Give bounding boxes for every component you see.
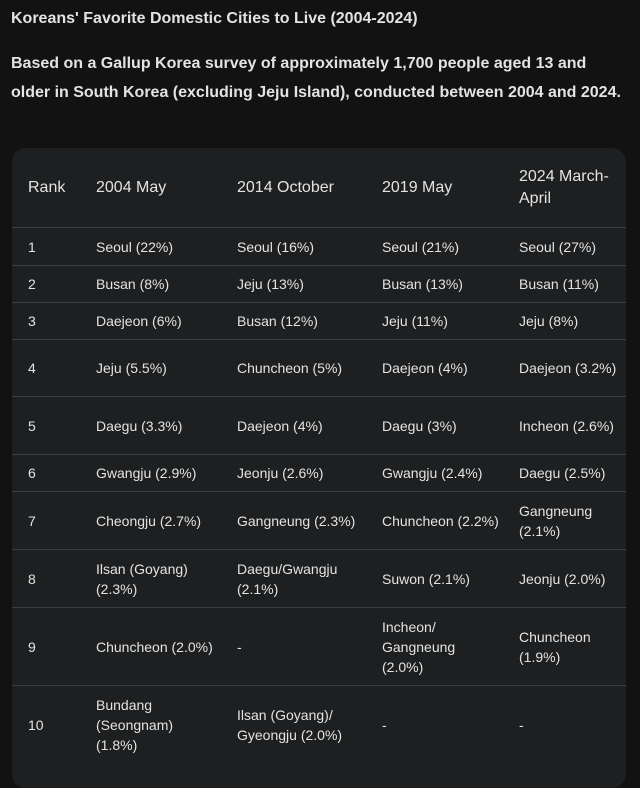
table-cell: Gwangju (2.4%) — [367, 455, 504, 492]
rank-cell: 7 — [12, 492, 81, 550]
table-cell: Chuncheon (2.2%) — [367, 492, 504, 550]
table-cell: Seoul (27%) — [504, 228, 626, 266]
table-cell: Chuncheon (2.0%) — [81, 608, 222, 686]
table-cell: Jeju (11%) — [367, 303, 504, 340]
table-cell: Daejeon (4%) — [222, 397, 367, 455]
table-cell: Seoul (22%) — [81, 228, 222, 266]
table-cell: Jeonju (2.0%) — [504, 550, 626, 608]
rank-cell: 2 — [12, 266, 81, 303]
table-cell: Gwangju (2.9%) — [81, 455, 222, 492]
header-2004-may: 2004 May — [81, 148, 222, 228]
rank-cell: 9 — [12, 608, 81, 686]
table-cell: - — [382, 716, 387, 733]
rank-cell: 3 — [12, 303, 81, 340]
table-header-row — [12, 148, 626, 228]
header-2014-october: 2014 October — [222, 148, 367, 228]
rankings-table-card — [12, 148, 626, 788]
table-row — [12, 608, 626, 686]
table-row — [12, 492, 626, 550]
table-row — [12, 686, 626, 764]
table-cell: Daegu (2.5%) — [504, 455, 626, 492]
page-subtitle: Based on a Gallup Korea survey of approximately 1,700 people aged 13 and older in South Korea (excluding Jeju Island), conducted between 2004 and 2024. — [11, 55, 621, 101]
table-cell: Daegu (3%) — [367, 397, 504, 455]
table-cell: Ilsan (Goyang)/ Gyeongju (2.0%) — [237, 706, 343, 743]
table-row — [12, 455, 626, 492]
table-cell: Incheon/ Gangneung (2.0%) — [367, 608, 504, 686]
table-cell: Daegu (3.3%) — [81, 397, 222, 455]
table-row — [12, 550, 626, 608]
header-2024-march-april: 2024 March-April — [504, 148, 626, 228]
rank-cell: 5 — [12, 397, 81, 455]
table-cell: Daejeon (6%) — [81, 303, 222, 340]
table-cell: Busan (11%) — [504, 266, 626, 303]
rank-cell: 10 — [28, 716, 44, 733]
table-cell: Gangneung (2.3%) — [222, 492, 367, 550]
table-cell: Gangneung (2.1%) — [504, 492, 626, 550]
header-rank: Rank — [12, 148, 81, 228]
header-2019-may: 2019 May — [367, 148, 504, 228]
table-cell: Daejeon (4%) — [367, 340, 504, 397]
table-cell: Chuncheon (5%) — [222, 340, 367, 397]
table-row — [12, 397, 626, 455]
table-cell: Busan (13%) — [367, 266, 504, 303]
table-row — [12, 340, 626, 397]
rank-cell: 4 — [12, 340, 81, 397]
table-cell: Seoul (16%) — [222, 228, 367, 266]
table-cell: Incheon (2.6%) — [504, 397, 626, 455]
table-cell: Jeju (13%) — [222, 266, 367, 303]
table-row — [12, 266, 626, 303]
rank-cell: 8 — [12, 550, 81, 608]
table-cell: Jeju (5.5%) — [81, 340, 222, 397]
table-cell: Cheongju (2.7%) — [81, 492, 222, 550]
table-cell: Ilsan (Goyang) (2.3%) — [81, 550, 222, 608]
table-cell: Busan (12%) — [222, 303, 367, 340]
rankings-table — [12, 148, 626, 764]
table-cell: Chuncheon (1.9%) — [504, 608, 626, 686]
table-cell: Bundang (Seongnam) (1.8%) — [96, 696, 174, 753]
table-cell: Suwon (2.1%) — [367, 550, 504, 608]
table-cell: Daejeon (3.2%) — [504, 340, 626, 397]
table-cell: Seoul (21%) — [367, 228, 504, 266]
page-title: Koreans' Favorite Domestic Cities to Live (2004-2024) — [11, 10, 418, 27]
rank-cell: 6 — [12, 455, 81, 492]
table-row — [12, 228, 626, 266]
table-cell: - — [222, 608, 367, 686]
rank-cell: 1 — [12, 228, 81, 266]
table-cell: Daegu/Gwangju (2.1%) — [222, 550, 367, 608]
table-cell: Busan (8%) — [81, 266, 222, 303]
table-row — [12, 303, 626, 340]
table-cell: - — [519, 716, 524, 733]
table-cell: Jeju (8%) — [504, 303, 626, 340]
table-cell: Jeonju (2.6%) — [222, 455, 367, 492]
